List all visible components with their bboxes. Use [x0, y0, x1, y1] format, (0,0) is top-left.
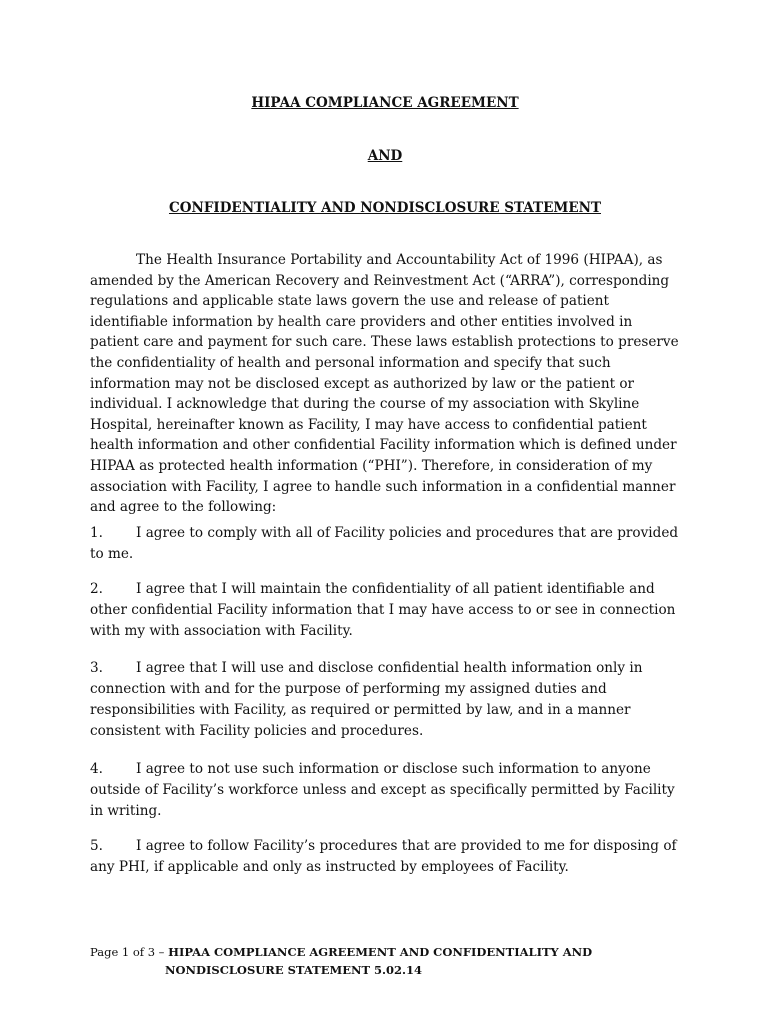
- item-number: 5.: [90, 838, 103, 854]
- agreement-item-4: [90, 759, 682, 822]
- item-number: 1.: [90, 525, 103, 541]
- document-subtitle: CONFIDENTIALITY AND NONDISCLOSURE STATEMENT: [168, 200, 601, 216]
- page-footer: [90, 943, 690, 979]
- agreement-item-5: [90, 836, 682, 878]
- page-number: Page 1 of 3 –: [90, 945, 169, 959]
- document-title-and: AND: [367, 148, 403, 164]
- agreement-item-1: [90, 523, 682, 565]
- item-text: I agree that I will use and disclose confidential health information only in connection with and for the purpose of performing my assigned duties and responsibilities with Facility, as required or permitted by law, and in a manner consistent with Facility policies and procedures.: [90, 660, 643, 739]
- agreement-item-2: [90, 579, 682, 642]
- item-number: 3.: [90, 660, 103, 676]
- footer-doc-title-continued: NONDISCLOSURE STATEMENT 5.02.14: [165, 963, 423, 977]
- item-text: I agree to comply with all of Facility policies and procedures that are provided to me.: [90, 525, 679, 562]
- item-number: 2.: [90, 581, 103, 597]
- agreement-item-3: [90, 658, 682, 742]
- item-text: I agree that I will maintain the confidentiality of all patient identifiable and other confidential Facility information that I may have access to or see in connection with my with association with Facility.: [90, 581, 676, 639]
- intro-text: The Health Insurance Portability and Accountability Act of 1996 (HIPAA), as amended by the American Recovery and Reinvestment Act (“ARRA”), corresponding regulations and applicable state laws govern the use and release of patient identifiable information by health care providers and other entities involved in patient care and payment for such care. These laws establish protections to preserve the confidentiality of health and personal information and specify that such information may not be disclosed except as authorized by law or the patient or individual. I acknowledge that during the course of my association with Skyline Hospital, hereinafter known as Facility, I may have access to confidential patient health information and other confidential Facility information which is defined under HIPAA as protected health information (“PHI”). Therefore, in consideration of my association with Facility, I agree to handle such information in a confidential manner and agree to the following:: [90, 252, 679, 516]
- document-title: HIPAA COMPLIANCE AGREEMENT: [251, 95, 519, 111]
- footer-doc-title: HIPAA COMPLIANCE AGREEMENT AND CONFIDENTIALITY AND: [168, 945, 593, 959]
- item-text: I agree to follow Facility’s procedures that are provided to me for disposing of any PHI, if applicable and only as instructed by employees of Facility.: [90, 838, 677, 875]
- intro-paragraph: [90, 250, 682, 518]
- item-text: I agree to not use such information or disclose such information to anyone outside of Facility’s workforce unless and except as specifically permitted by Facility in writing.: [90, 761, 675, 819]
- item-number: 4.: [90, 761, 103, 777]
